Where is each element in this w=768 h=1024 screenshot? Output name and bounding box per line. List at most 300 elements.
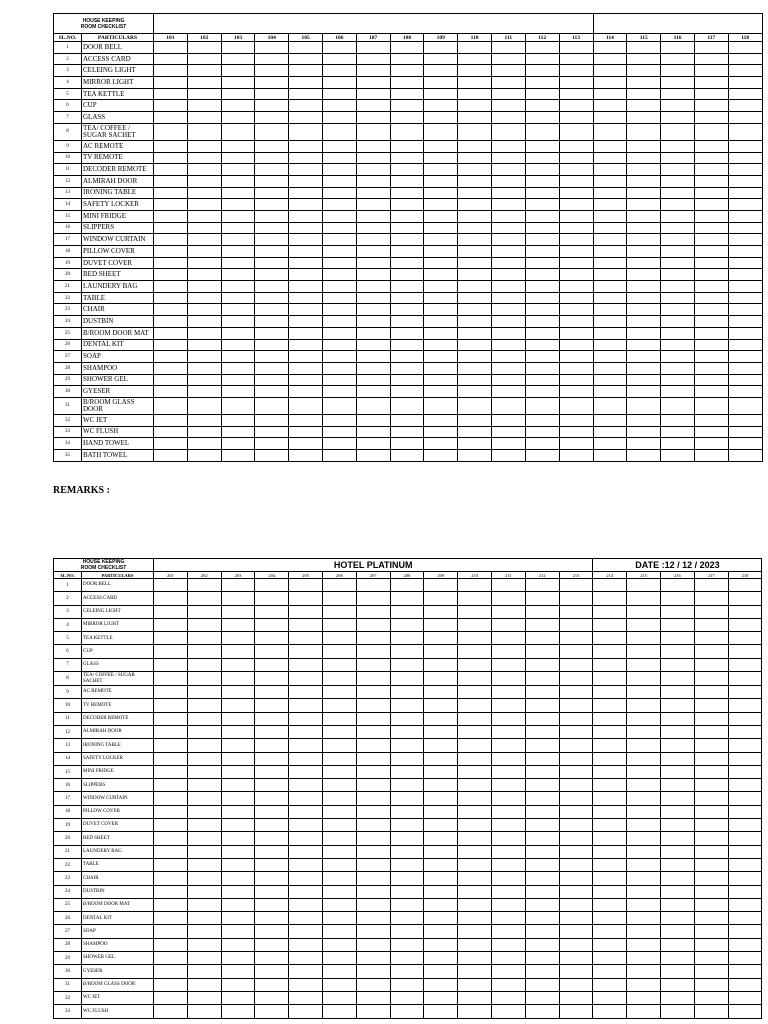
check-cell[interactable]: [289, 699, 323, 712]
check-cell[interactable]: [559, 234, 593, 246]
check-cell[interactable]: [356, 100, 390, 112]
check-cell[interactable]: [390, 978, 424, 991]
check-cell[interactable]: [221, 210, 255, 222]
check-cell[interactable]: [491, 42, 525, 54]
check-cell[interactable]: [356, 605, 390, 618]
check-cell[interactable]: [627, 77, 661, 89]
check-cell[interactable]: [559, 686, 593, 699]
check-cell[interactable]: [356, 632, 390, 645]
check-cell[interactable]: [221, 579, 255, 592]
check-cell[interactable]: [187, 100, 221, 112]
check-cell[interactable]: [728, 77, 762, 89]
check-cell[interactable]: [593, 438, 627, 450]
check-cell[interactable]: [593, 765, 627, 778]
check-cell[interactable]: [593, 885, 627, 898]
check-cell[interactable]: [187, 65, 221, 77]
check-cell[interactable]: [458, 397, 492, 414]
check-cell[interactable]: [491, 952, 525, 965]
check-cell[interactable]: [154, 858, 188, 871]
check-cell[interactable]: [221, 739, 255, 752]
check-cell[interactable]: [356, 592, 390, 605]
check-cell[interactable]: [694, 845, 728, 858]
check-cell[interactable]: [424, 978, 458, 991]
check-cell[interactable]: [661, 88, 695, 100]
check-cell[interactable]: [424, 438, 458, 450]
check-cell[interactable]: [728, 292, 762, 304]
check-cell[interactable]: [322, 304, 356, 316]
check-cell[interactable]: [491, 898, 525, 911]
check-cell[interactable]: [559, 450, 593, 462]
check-cell[interactable]: [255, 88, 289, 100]
check-cell[interactable]: [255, 397, 289, 414]
check-cell[interactable]: [458, 805, 492, 818]
check-cell[interactable]: [458, 832, 492, 845]
check-cell[interactable]: [593, 592, 627, 605]
check-cell[interactable]: [154, 739, 188, 752]
check-cell[interactable]: [593, 1005, 627, 1018]
check-cell[interactable]: [661, 327, 695, 339]
check-cell[interactable]: [627, 269, 661, 281]
check-cell[interactable]: [221, 898, 255, 911]
check-cell[interactable]: [694, 112, 728, 124]
check-cell[interactable]: [187, 397, 221, 414]
check-cell[interactable]: [728, 938, 762, 951]
check-cell[interactable]: [255, 592, 289, 605]
check-cell[interactable]: [694, 832, 728, 845]
check-cell[interactable]: [458, 77, 492, 89]
check-cell[interactable]: [661, 397, 695, 414]
check-cell[interactable]: [424, 362, 458, 374]
check-cell[interactable]: [661, 712, 695, 725]
check-cell[interactable]: [661, 872, 695, 885]
check-cell[interactable]: [525, 1005, 559, 1018]
check-cell[interactable]: [390, 792, 424, 805]
check-cell[interactable]: [255, 965, 289, 978]
check-cell[interactable]: [694, 351, 728, 363]
check-cell[interactable]: [458, 234, 492, 246]
check-cell[interactable]: [728, 858, 762, 871]
check-cell[interactable]: [694, 210, 728, 222]
check-cell[interactable]: [221, 725, 255, 738]
check-cell[interactable]: [593, 316, 627, 328]
check-cell[interactable]: [593, 832, 627, 845]
check-cell[interactable]: [559, 362, 593, 374]
check-cell[interactable]: [289, 42, 323, 54]
check-cell[interactable]: [694, 658, 728, 671]
check-cell[interactable]: [627, 88, 661, 100]
check-cell[interactable]: [491, 292, 525, 304]
check-cell[interactable]: [525, 672, 559, 686]
check-cell[interactable]: [390, 952, 424, 965]
check-cell[interactable]: [661, 362, 695, 374]
check-cell[interactable]: [356, 952, 390, 965]
check-cell[interactable]: [525, 819, 559, 832]
check-cell[interactable]: [390, 658, 424, 671]
check-cell[interactable]: [154, 257, 188, 269]
check-cell[interactable]: [593, 898, 627, 911]
check-cell[interactable]: [491, 175, 525, 187]
check-cell[interactable]: [424, 414, 458, 426]
check-cell[interactable]: [255, 210, 289, 222]
check-cell[interactable]: [255, 246, 289, 258]
check-cell[interactable]: [593, 339, 627, 351]
check-cell[interactable]: [728, 805, 762, 818]
check-cell[interactable]: [424, 965, 458, 978]
check-cell[interactable]: [289, 374, 323, 386]
check-cell[interactable]: [154, 269, 188, 281]
check-cell[interactable]: [289, 140, 323, 152]
check-cell[interactable]: [221, 752, 255, 765]
check-cell[interactable]: [322, 978, 356, 991]
check-cell[interactable]: [661, 304, 695, 316]
check-cell[interactable]: [627, 152, 661, 164]
check-cell[interactable]: [627, 327, 661, 339]
check-cell[interactable]: [458, 123, 492, 140]
check-cell[interactable]: [424, 672, 458, 686]
check-cell[interactable]: [728, 592, 762, 605]
check-cell[interactable]: [322, 281, 356, 293]
check-cell[interactable]: [694, 739, 728, 752]
check-cell[interactable]: [559, 832, 593, 845]
check-cell[interactable]: [187, 898, 221, 911]
check-cell[interactable]: [525, 752, 559, 765]
check-cell[interactable]: [694, 374, 728, 386]
check-cell[interactable]: [661, 658, 695, 671]
check-cell[interactable]: [491, 845, 525, 858]
check-cell[interactable]: [525, 281, 559, 293]
check-cell[interactable]: [458, 978, 492, 991]
check-cell[interactable]: [491, 397, 525, 414]
check-cell[interactable]: [559, 952, 593, 965]
check-cell[interactable]: [491, 645, 525, 658]
check-cell[interactable]: [458, 257, 492, 269]
check-cell[interactable]: [728, 65, 762, 77]
check-cell[interactable]: [356, 645, 390, 658]
check-cell[interactable]: [661, 965, 695, 978]
check-cell[interactable]: [424, 898, 458, 911]
check-cell[interactable]: [322, 199, 356, 211]
check-cell[interactable]: [255, 77, 289, 89]
check-cell[interactable]: [390, 351, 424, 363]
check-cell[interactable]: [424, 618, 458, 631]
check-cell[interactable]: [187, 686, 221, 699]
check-cell[interactable]: [593, 632, 627, 645]
check-cell[interactable]: [661, 858, 695, 871]
check-cell[interactable]: [694, 752, 728, 765]
check-cell[interactable]: [728, 386, 762, 398]
check-cell[interactable]: [187, 832, 221, 845]
check-cell[interactable]: [289, 281, 323, 293]
check-cell[interactable]: [694, 792, 728, 805]
check-cell[interactable]: [525, 100, 559, 112]
check-cell[interactable]: [322, 912, 356, 925]
check-cell[interactable]: [322, 725, 356, 738]
check-cell[interactable]: [694, 77, 728, 89]
check-cell[interactable]: [221, 123, 255, 140]
check-cell[interactable]: [289, 819, 323, 832]
check-cell[interactable]: [390, 175, 424, 187]
check-cell[interactable]: [559, 845, 593, 858]
check-cell[interactable]: [458, 199, 492, 211]
check-cell[interactable]: [491, 65, 525, 77]
check-cell[interactable]: [593, 327, 627, 339]
check-cell[interactable]: [491, 938, 525, 951]
check-cell[interactable]: [289, 686, 323, 699]
check-cell[interactable]: [390, 965, 424, 978]
check-cell[interactable]: [458, 658, 492, 671]
check-cell[interactable]: [627, 374, 661, 386]
check-cell[interactable]: [289, 858, 323, 871]
check-cell[interactable]: [593, 281, 627, 293]
check-cell[interactable]: [458, 42, 492, 54]
check-cell[interactable]: [559, 374, 593, 386]
check-cell[interactable]: [424, 123, 458, 140]
check-cell[interactable]: [491, 362, 525, 374]
check-cell[interactable]: [491, 88, 525, 100]
check-cell[interactable]: [221, 140, 255, 152]
check-cell[interactable]: [694, 414, 728, 426]
check-cell[interactable]: [458, 645, 492, 658]
check-cell[interactable]: [289, 222, 323, 234]
check-cell[interactable]: [356, 257, 390, 269]
check-cell[interactable]: [627, 991, 661, 1004]
check-cell[interactable]: [491, 304, 525, 316]
check-cell[interactable]: [390, 414, 424, 426]
check-cell[interactable]: [221, 281, 255, 293]
check-cell[interactable]: [187, 872, 221, 885]
check-cell[interactable]: [255, 699, 289, 712]
check-cell[interactable]: [661, 845, 695, 858]
check-cell[interactable]: [559, 246, 593, 258]
check-cell[interactable]: [221, 819, 255, 832]
check-cell[interactable]: [694, 618, 728, 631]
check-cell[interactable]: [322, 579, 356, 592]
check-cell[interactable]: [694, 858, 728, 871]
check-cell[interactable]: [289, 327, 323, 339]
check-cell[interactable]: [255, 269, 289, 281]
check-cell[interactable]: [661, 978, 695, 991]
check-cell[interactable]: [694, 991, 728, 1004]
check-cell[interactable]: [525, 965, 559, 978]
check-cell[interactable]: [424, 885, 458, 898]
check-cell[interactable]: [255, 257, 289, 269]
check-cell[interactable]: [221, 246, 255, 258]
check-cell[interactable]: [627, 938, 661, 951]
check-cell[interactable]: [627, 952, 661, 965]
check-cell[interactable]: [525, 645, 559, 658]
check-cell[interactable]: [694, 386, 728, 398]
check-cell[interactable]: [322, 605, 356, 618]
check-cell[interactable]: [627, 792, 661, 805]
check-cell[interactable]: [289, 269, 323, 281]
check-cell[interactable]: [154, 292, 188, 304]
check-cell[interactable]: [187, 199, 221, 211]
check-cell[interactable]: [154, 65, 188, 77]
check-cell[interactable]: [694, 397, 728, 414]
check-cell[interactable]: [289, 952, 323, 965]
check-cell[interactable]: [322, 269, 356, 281]
check-cell[interactable]: [289, 845, 323, 858]
check-cell[interactable]: [187, 658, 221, 671]
check-cell[interactable]: [322, 374, 356, 386]
check-cell[interactable]: [390, 234, 424, 246]
check-cell[interactable]: [525, 246, 559, 258]
check-cell[interactable]: [694, 579, 728, 592]
check-cell[interactable]: [458, 965, 492, 978]
check-cell[interactable]: [424, 374, 458, 386]
check-cell[interactable]: [289, 414, 323, 426]
check-cell[interactable]: [187, 579, 221, 592]
check-cell[interactable]: [694, 140, 728, 152]
check-cell[interactable]: [221, 925, 255, 938]
check-cell[interactable]: [289, 304, 323, 316]
check-cell[interactable]: [627, 832, 661, 845]
check-cell[interactable]: [390, 187, 424, 199]
check-cell[interactable]: [390, 925, 424, 938]
check-cell[interactable]: [593, 257, 627, 269]
check-cell[interactable]: [728, 1005, 762, 1018]
check-cell[interactable]: [627, 386, 661, 398]
check-cell[interactable]: [187, 77, 221, 89]
check-cell[interactable]: [187, 699, 221, 712]
check-cell[interactable]: [322, 925, 356, 938]
check-cell[interactable]: [694, 605, 728, 618]
check-cell[interactable]: [424, 140, 458, 152]
check-cell[interactable]: [322, 164, 356, 176]
check-cell[interactable]: [390, 327, 424, 339]
check-cell[interactable]: [458, 164, 492, 176]
check-cell[interactable]: [390, 123, 424, 140]
check-cell[interactable]: [661, 632, 695, 645]
check-cell[interactable]: [255, 765, 289, 778]
check-cell[interactable]: [458, 187, 492, 199]
check-cell[interactable]: [694, 965, 728, 978]
check-cell[interactable]: [289, 765, 323, 778]
check-cell[interactable]: [356, 246, 390, 258]
check-cell[interactable]: [322, 858, 356, 871]
check-cell[interactable]: [458, 281, 492, 293]
check-cell[interactable]: [661, 438, 695, 450]
check-cell[interactable]: [525, 339, 559, 351]
check-cell[interactable]: [356, 316, 390, 328]
check-cell[interactable]: [322, 246, 356, 258]
check-cell[interactable]: [593, 426, 627, 438]
check-cell[interactable]: [390, 832, 424, 845]
check-cell[interactable]: [491, 699, 525, 712]
check-cell[interactable]: [728, 579, 762, 592]
check-cell[interactable]: [322, 1005, 356, 1018]
check-cell[interactable]: [255, 281, 289, 293]
check-cell[interactable]: [559, 925, 593, 938]
check-cell[interactable]: [322, 210, 356, 222]
check-cell[interactable]: [221, 316, 255, 328]
check-cell[interactable]: [322, 632, 356, 645]
check-cell[interactable]: [525, 386, 559, 398]
check-cell[interactable]: [694, 187, 728, 199]
check-cell[interactable]: [424, 925, 458, 938]
check-cell[interactable]: [255, 805, 289, 818]
check-cell[interactable]: [221, 234, 255, 246]
check-cell[interactable]: [187, 712, 221, 725]
check-cell[interactable]: [221, 779, 255, 792]
check-cell[interactable]: [728, 414, 762, 426]
check-cell[interactable]: [390, 152, 424, 164]
check-cell[interactable]: [661, 65, 695, 77]
check-cell[interactable]: [559, 765, 593, 778]
check-cell[interactable]: [559, 592, 593, 605]
check-cell[interactable]: [525, 858, 559, 871]
check-cell[interactable]: [390, 210, 424, 222]
check-cell[interactable]: [525, 175, 559, 187]
check-cell[interactable]: [289, 210, 323, 222]
check-cell[interactable]: [593, 397, 627, 414]
check-cell[interactable]: [728, 686, 762, 699]
check-cell[interactable]: [593, 658, 627, 671]
check-cell[interactable]: [390, 362, 424, 374]
check-cell[interactable]: [458, 765, 492, 778]
check-cell[interactable]: [491, 199, 525, 211]
check-cell[interactable]: [154, 952, 188, 965]
check-cell[interactable]: [390, 672, 424, 686]
check-cell[interactable]: [356, 210, 390, 222]
check-cell[interactable]: [627, 872, 661, 885]
check-cell[interactable]: [694, 925, 728, 938]
check-cell[interactable]: [627, 725, 661, 738]
check-cell[interactable]: [525, 187, 559, 199]
check-cell[interactable]: [322, 805, 356, 818]
check-cell[interactable]: [154, 672, 188, 686]
check-cell[interactable]: [187, 739, 221, 752]
check-cell[interactable]: [593, 725, 627, 738]
check-cell[interactable]: [694, 1005, 728, 1018]
check-cell[interactable]: [154, 699, 188, 712]
check-cell[interactable]: [525, 292, 559, 304]
check-cell[interactable]: [525, 65, 559, 77]
check-cell[interactable]: [661, 210, 695, 222]
check-cell[interactable]: [356, 779, 390, 792]
check-cell[interactable]: [424, 832, 458, 845]
check-cell[interactable]: [627, 210, 661, 222]
check-cell[interactable]: [356, 327, 390, 339]
check-cell[interactable]: [356, 699, 390, 712]
check-cell[interactable]: [593, 152, 627, 164]
check-cell[interactable]: [627, 845, 661, 858]
check-cell[interactable]: [390, 281, 424, 293]
check-cell[interactable]: [424, 246, 458, 258]
check-cell[interactable]: [255, 1005, 289, 1018]
check-cell[interactable]: [356, 53, 390, 65]
check-cell[interactable]: [255, 978, 289, 991]
check-cell[interactable]: [390, 292, 424, 304]
check-cell[interactable]: [154, 965, 188, 978]
check-cell[interactable]: [491, 426, 525, 438]
check-cell[interactable]: [694, 885, 728, 898]
check-cell[interactable]: [424, 199, 458, 211]
check-cell[interactable]: [593, 123, 627, 140]
check-cell[interactable]: [458, 991, 492, 1004]
check-cell[interactable]: [356, 858, 390, 871]
check-cell[interactable]: [593, 792, 627, 805]
check-cell[interactable]: [627, 175, 661, 187]
check-cell[interactable]: [187, 618, 221, 631]
check-cell[interactable]: [559, 53, 593, 65]
check-cell[interactable]: [525, 123, 559, 140]
check-cell[interactable]: [627, 187, 661, 199]
check-cell[interactable]: [322, 872, 356, 885]
check-cell[interactable]: [559, 658, 593, 671]
check-cell[interactable]: [424, 605, 458, 618]
check-cell[interactable]: [221, 438, 255, 450]
